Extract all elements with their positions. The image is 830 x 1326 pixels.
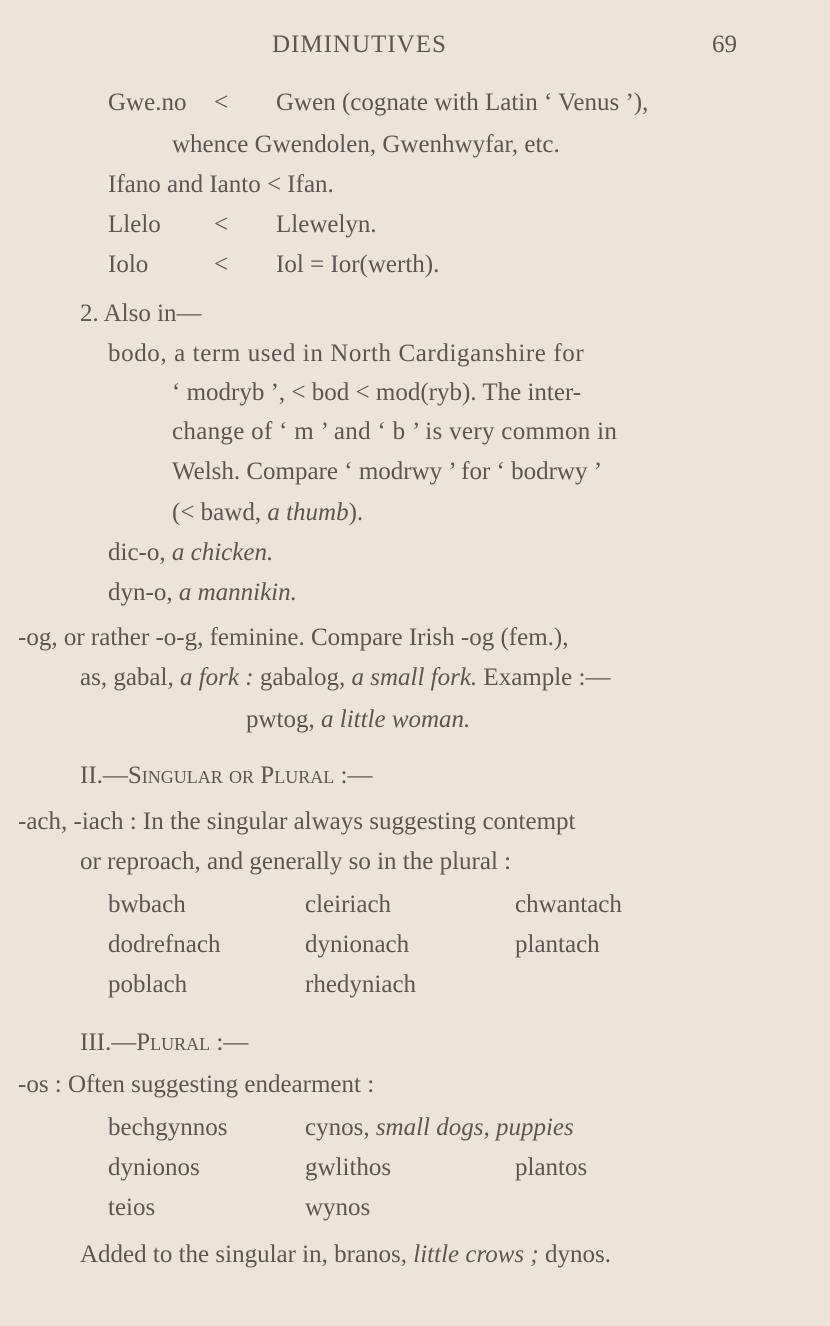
word: bechgynnos xyxy=(108,1114,228,1141)
word: chwantach xyxy=(515,891,622,918)
word: cynos, small dogs, puppies xyxy=(305,1114,574,1141)
bodo-line: ‘ modryb ’, < bod < mod(ryb). The inter- xyxy=(172,379,582,406)
word: dynionos xyxy=(108,1154,200,1181)
entry-iolo: Iolo xyxy=(108,251,149,278)
entry-dyno: dyn-o, a mannikin. xyxy=(108,579,297,606)
added-line: Added to the singular in, branos, little crows ; dynos. xyxy=(80,1241,611,1268)
entry-iolo-def: Iol = Ior(werth). xyxy=(276,251,440,278)
also-in: 2. Also in— xyxy=(80,300,202,327)
word: dodrefnach xyxy=(108,931,221,958)
section-heading: III.—Plural :— xyxy=(80,1029,249,1056)
lt-symbol: < xyxy=(214,251,229,278)
entry-gweno: Gwe.no xyxy=(108,89,187,116)
entry-llelo: Llelo xyxy=(108,211,161,238)
ach-line: or reproach, and generally so in the plural : xyxy=(80,848,512,875)
entry-whence: whence Gwendolen, Gwenhwyfar, etc. xyxy=(172,131,560,158)
os-line: -os : Often suggesting endearment : xyxy=(18,1071,375,1098)
og-line: -og, or rather -o-g, feminine. Compare Irish -og (fem.), xyxy=(18,624,569,651)
entry-dico: dic-o, a chicken. xyxy=(108,539,274,566)
lt-symbol: < xyxy=(214,89,229,116)
word: dynionach xyxy=(305,931,410,958)
word: plantach xyxy=(515,931,600,958)
word: plantos xyxy=(515,1154,588,1181)
og-line: as, gabal, a fork : gabalog, a small fork. Example :— xyxy=(80,664,611,691)
word: wynos xyxy=(305,1194,371,1221)
section-heading: II.—Singular or Plural :— xyxy=(80,762,373,789)
og-example: pwtog, a little woman. xyxy=(246,706,471,733)
bodo-line: change of ‘ m ’ and ‘ b ’ is very common in xyxy=(172,418,618,445)
entry-llelo-def: Llewelyn. xyxy=(276,211,377,238)
page-number: 69 xyxy=(712,31,737,58)
bawd-line: (< bawd, a thumb). xyxy=(172,499,364,526)
bodo-line: Welsh. Compare ‘ modrwy ’ for ‘ bodrwy ’ xyxy=(172,458,603,485)
word: teios xyxy=(108,1194,156,1221)
word: rhedyniach xyxy=(305,971,417,998)
entry-ifano: Ifano and Ianto < Ifan. xyxy=(108,171,334,198)
word: poblach xyxy=(108,971,188,998)
entry-gweno-def: Gwen (cognate with Latin ‘ Venus ’), xyxy=(276,89,649,116)
word: cleiriach xyxy=(305,891,392,918)
ach-line: -ach, -iach : In the singular always suggesting contempt xyxy=(18,808,576,835)
bodo-line: bodo, a term used in North Cardiganshire for xyxy=(108,340,585,367)
word: bwbach xyxy=(108,891,186,918)
lt-symbol: < xyxy=(214,211,229,238)
running-header: DIMINUTIVES xyxy=(272,31,447,58)
word: gwlithos xyxy=(305,1154,392,1181)
